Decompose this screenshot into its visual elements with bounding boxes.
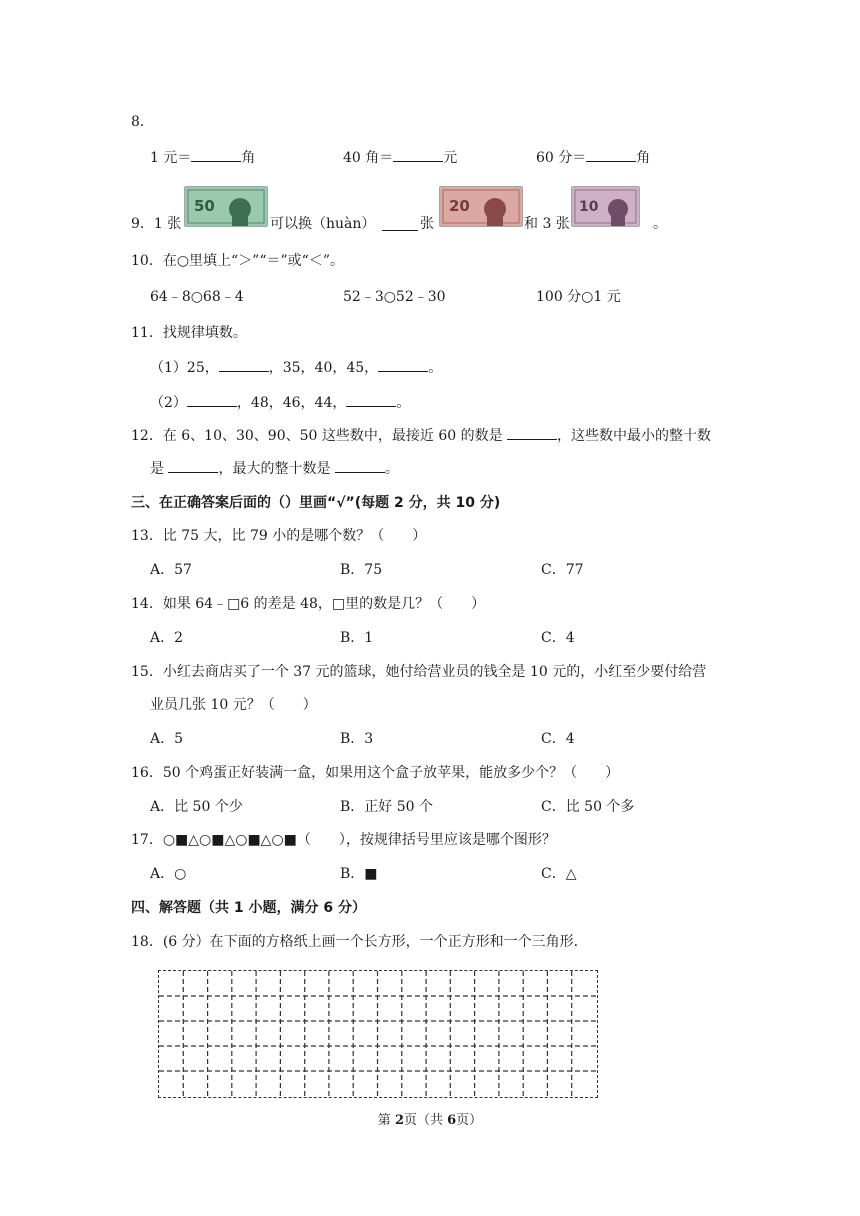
answer-blank[interactable] xyxy=(346,392,396,407)
q15-option-a[interactable]: A．5 xyxy=(150,731,184,747)
q8-number: 8． xyxy=(131,114,154,130)
q12-line1: 12．在 6、10、30、90、50 这些数中，最接近 60 的数是 ，这些数中最小的整十数 xyxy=(131,425,711,446)
answer-blank[interactable] xyxy=(168,458,218,473)
page-footer: 第 2页（共 6页） xyxy=(377,1113,483,1128)
q9-and-three: 和 3 张 xyxy=(524,216,570,232)
q17-option-a[interactable]: A．○ xyxy=(150,866,187,882)
q13-text: 13．比 75 大，比 79 小的是哪个数？（ ） xyxy=(131,528,427,544)
q17-option-c[interactable]: C．△ xyxy=(541,866,577,882)
q10-item-a: 64﹣8○68﹣4 xyxy=(150,289,244,305)
grid-lines xyxy=(159,971,596,1096)
q16-option-c[interactable]: C．比 50 个多 xyxy=(541,799,635,815)
banknote-20-icon xyxy=(440,187,522,226)
q17-option-b[interactable]: B．■ xyxy=(340,866,378,882)
current-page: 2 xyxy=(394,1113,404,1128)
answer-blank[interactable] xyxy=(335,458,385,473)
q13-option-b[interactable]: B．75 xyxy=(340,562,383,578)
answer-blank[interactable] xyxy=(219,357,269,372)
q17-text: 17．○■△○■△○■△○■（ ），按规律括号里应该是哪个图形？ xyxy=(131,832,556,848)
banknote-10-icon xyxy=(572,187,639,226)
answer-blank[interactable] xyxy=(586,147,636,162)
q14-option-a[interactable]: A．2 xyxy=(150,630,184,646)
q15-option-b[interactable]: B．3 xyxy=(340,731,374,747)
answer-blank[interactable] xyxy=(507,425,557,440)
q13-option-c[interactable]: C．77 xyxy=(541,562,584,578)
q14-text: 14．如果 64﹣□6 的差是 48，□里的数是几？（ ） xyxy=(131,596,486,612)
answer-blank[interactable] xyxy=(191,147,241,162)
q15-line2: 业员几张 10 元？（ ） xyxy=(150,697,317,713)
section-4-heading: 四、解答题（共 1 小题，满分 6 分） xyxy=(131,900,366,916)
svg-text:50: 50 xyxy=(194,197,215,215)
q14-option-c[interactable]: C．4 xyxy=(541,630,575,646)
svg-text:10: 10 xyxy=(579,199,599,215)
q15-option-c[interactable]: C．4 xyxy=(541,731,575,747)
q15-line1: 15．小红去商店买了一个 37 元的篮球，她付给营业员的钱全是 10 元的，小红至少要付给营 xyxy=(131,664,707,680)
drawing-grid[interactable] xyxy=(158,970,598,1098)
banknote-50-icon xyxy=(185,187,267,226)
q16-option-a[interactable]: A．比 50 个少 xyxy=(150,799,243,815)
banknote-20-image xyxy=(439,186,523,227)
total-pages: 6 xyxy=(447,1113,457,1128)
answer-blank[interactable] xyxy=(187,392,237,407)
q9-middle: 可以换（huàn） xyxy=(270,216,376,232)
q10-item-b: 52﹣3○52﹣30 xyxy=(343,289,446,305)
q8-item-a: 1 元＝ 角 xyxy=(150,147,255,168)
q14-option-b[interactable]: B．1 xyxy=(340,630,374,646)
banknote-50-image xyxy=(184,186,268,227)
q16-option-b[interactable]: B．正好 50 个 xyxy=(340,799,434,815)
q11-part1: （1）25， ，35，40，45， 。 xyxy=(150,357,442,378)
banknote-10-image xyxy=(571,186,640,227)
q9-prefix: 9．1 张 xyxy=(131,216,182,232)
q11-part2: （2） ，48，46，44， 。 xyxy=(150,392,410,413)
section-3-heading: 三、在正确答案后面的（）里画“√”(每题 2 分，共 10 分) xyxy=(131,495,501,511)
q18-text: 18．(6 分）在下面的方格纸上画一个长方形，一个正方形和一个三角形． xyxy=(131,934,588,950)
answer-blank[interactable] xyxy=(393,147,443,162)
q9-end: 。 xyxy=(653,216,667,232)
q8-item-b: 40 角＝ 元 xyxy=(343,147,457,168)
q10-text: 10．在○里填上“＞”“＝”或“＜”。 xyxy=(131,253,344,269)
q8-item-c: 60 分＝ 角 xyxy=(536,147,650,168)
answer-blank[interactable] xyxy=(378,357,428,372)
svg-text:20: 20 xyxy=(449,197,470,215)
q12-line2: 是 ，最大的整十数是 。 xyxy=(150,458,399,479)
q16-text: 16．50 个鸡蛋正好装满一盒，如果用这个盒子放苹果，能放多少个？（ ） xyxy=(131,765,620,781)
answer-blank[interactable] xyxy=(382,216,418,231)
q13-option-a[interactable]: A．57 xyxy=(150,562,192,578)
q11-text: 11．找规律填数。 xyxy=(131,325,247,341)
q10-item-c: 100 分○1 元 xyxy=(536,289,621,305)
q9-zhang: 张 xyxy=(420,216,434,232)
